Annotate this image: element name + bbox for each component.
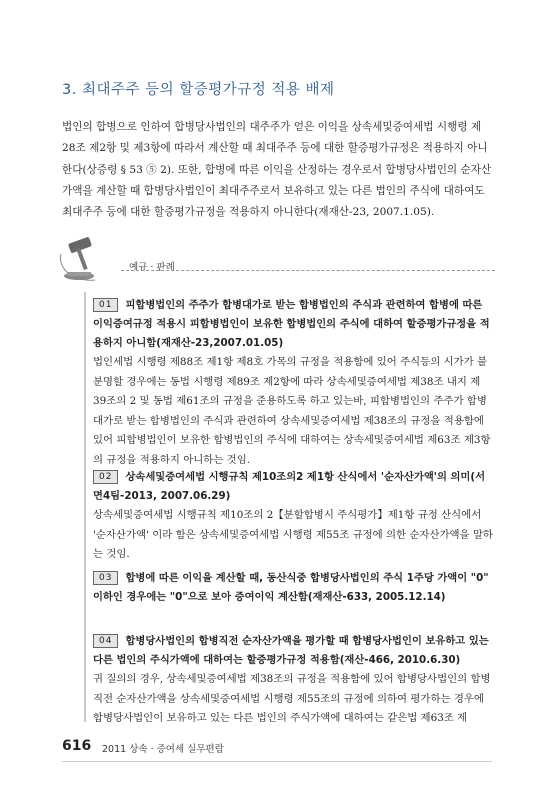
precedent-heading (93, 569, 493, 607)
precedent-item (93, 468, 493, 565)
precedent-heading (93, 296, 493, 353)
precedent-heading (93, 468, 493, 506)
page-number: 616 (62, 738, 92, 754)
book-title: 2011 상속 · 증여세 실무편람 (102, 744, 224, 755)
item-title: 피합병법인의 주주가 합병대가로 받는 합병법인의 주식과 관련하여 합병에 따른 이익증여규정 적용시 피합병법인이 보유한 합병법인의 주식에 대하여 할증평가규정을 적용하지 아니함(재재산-23,2007.01.05) (93, 299, 490, 349)
precedent-body: 법인세법 시행령 제88조 제1항 제8호 가목의 규정을 적용함에 있어 주식등의 시가가 불분명할 경우에는 동법 시행령 제89조 제2항에 따라 상속세및증여세법 제38조 내지 제39조의 2 및 동법 제61조의 규정을 준용하도록 하고 있는바, 피합병법인의 주주가 합병대가로 받는 합병법인의 주식과 관련하여 상속세및증여세법 제38조의 규정을 적용함에 있어 피합병법인이 보유한 합병법인의 주식에 대하여는 상속세및증여세법 제63조 제3항의 규정을 적용하지 아니하는 것임. (93, 356, 491, 466)
tag-label: 예규 · 판례 (129, 262, 175, 273)
precedent-header (55, 234, 495, 286)
item-number: 01 (93, 298, 118, 312)
precedent-item (93, 632, 493, 729)
header-divider (121, 270, 495, 271)
item-number: 02 (93, 470, 118, 484)
item-number: 04 (93, 634, 118, 648)
item-title: 합병당사법인의 합병직전 순자산가액을 평가할 때 합병당사법인이 보유하고 있는 다른 법인의 주식가액에 대하여는 할증평가규정 적용함(재산-466, 2010.6.30) (93, 635, 489, 666)
footer-divider (62, 761, 492, 762)
precedent-item (93, 296, 493, 470)
page-footer (62, 738, 492, 760)
section-title: 3. 최대주주 등의 할증평가규정 적용 배제 (62, 82, 335, 98)
gavel-icon (55, 234, 125, 286)
precedent-side-bar (84, 292, 86, 722)
precedent-body: 귀 질의의 경우, 상속세및증여세법 제38조의 규정을 적용함에 있어 합병당사법인의 합병직전 순자산가액을 상속세및증여세법 시행령 제55조의 규정에 의하여 평가하는 경우에 합병당사법인이 보유하고 있는 다른 법인의 주식가액에 대하여는 같은법 제63조 제 (93, 673, 491, 724)
precedent-item (93, 569, 493, 607)
item-title: 합병에 따른 이익을 계산할 때, 동산식중 합병당사법인의 주식 1주당 가액이 "0" 이하인 경우에는 "0"으로 보아 증여이익 계산함(재재산-633, 2005.12.14) (93, 572, 489, 603)
item-title: 상속세및증여세법 시행규칙 제10조의2 제1항 산식에서 '순자산가액'의 의미(서면4팀-2013, 2007.06.29) (93, 471, 486, 502)
precedent-heading (93, 632, 493, 670)
intro-paragraph: 법인의 합병으로 인하여 합병당사법인의 대주주가 얻은 이익을 상속세및증여세법 시행령 제28조 제2항 및 제3항에 따라서 계산할 때 최대주주 등에 대한 할증평가규정은 적용하지 아니한다(상증령 § 53 ⑤ 2). 또한, 합병에 따른 이익을 산정하는 경우로서 합병당사법인의 순자산가액을 계산할 때 합병당사법인이 최대주주로서 보유하고 있는 다른 법인의 주식에 대하여도 최대주주 등에 대한 할증평가규정을 적용하지 아니한다(재재산-23, 2007.1.05). (62, 121, 492, 219)
precedent-body: 상속세및증여세법 시행규칙 제10조의 2【분할합병시 주식평가】제1항 규정 산식에서 '순자산가액' 이라 함은 상속세및증여세법 시행령 제55조 규정에 의한 순자산가액을 말하는 것임. (93, 509, 493, 560)
item-number: 03 (93, 571, 118, 585)
